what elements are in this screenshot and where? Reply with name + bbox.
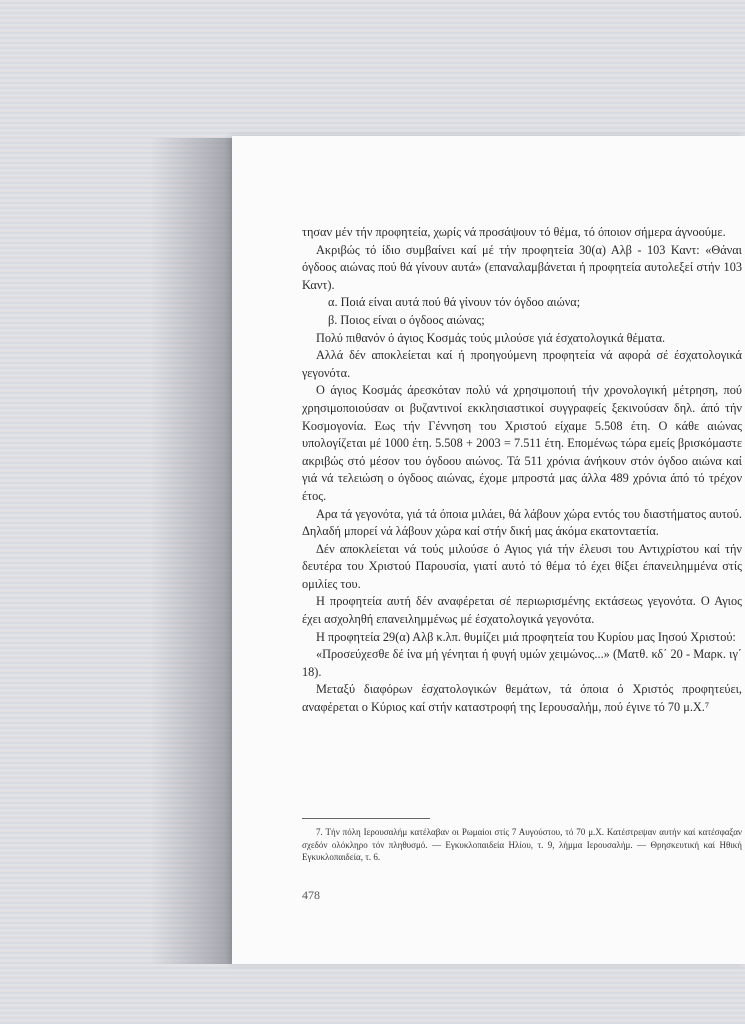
paragraph: Η προφητεία 29(α) Αλβ κ.λπ. θυμίζει μιά προφητεία του Κυρίου μας Ιησού Χριστού:	[316, 629, 736, 644]
paragraph: Μεταξύ διαφόρων έσχατολογικών θεμάτων, τά όποια ό Χριστός προφητεύει, αναφέρεται ο Κύριος καί στήν καταστροφή της Ιερουσαλήμ, πού έγινε τό 70 μ.Χ.⁷	[302, 682, 742, 715]
footnote-divider	[302, 818, 430, 819]
scripture-quote: «Προσεύχεσθε δέ ίνα μή γένηται ή φυγή υμών χειμώνος...» (Ματθ. κδ΄ 20 - Μαρκ. ιγ΄ 18).	[302, 647, 742, 679]
paragraph: Ακριβώς τό ίδιο συμβαίνει καί μέ τήν προφητεία 30(α) Αλβ - 103 Καντ: «Θάναι όγδοος αιώνας πού θά γίνουν αυτά» (επαναλαμβάνεται ή προφητεία αυτολεξεί στήν 103 Καντ).	[302, 242, 742, 292]
paragraph: Ο άγιος Κοσμάς άρεσκόταν πολύ νά χρησιμοποιή τήν χρονολογική μέτρηση, πού χρησιμοποιούσαν οι βυζαντινοί εκκλησιαστικοί συγγραφείς ξεκινούσαν δηλ. άπό τήν Κοσμογονία. Εως τήν Γέννηση του Χριστού είχαμε 5.508 έτη. Ο κάθε αιώνας υπολογίζεται μέ 1000 έτη. 5.508 + 2003 = 7.511 έτη. Επομένως τώρα εμείς βρισκόμαστε ακριβώς στό μέσον του όγδοου αιώνος. Τά 511 χρόνια άνήκουν στόν όγδοο αιώνα καί γιά νά τελειώση ο όγδοος αιώνας, έχομε μπροστά μας άλλα 489 χρόνια άπό τό τρέχον έτος.	[302, 383, 742, 503]
paragraph: Δέν αποκλείεται νά τούς μιλούσε ό Αγιος γιά τήν έλευσι του Αντιχρίστου καί τήν δευτέρα του Χριστού Παρουσία, γιατί αυτό τό θέμα τό έχει θίξει έπανειλημμένα στίς ομιλίες του.	[302, 541, 742, 591]
page-number: 478	[302, 888, 320, 902]
question-a: α. Ποιά είναι αυτά πού θά γίνουν τόν όγδοο αιώνα;	[328, 295, 581, 310]
book-page	[232, 136, 745, 964]
question-b: β. Ποιος είναι ο όγδοος αιώνας;	[328, 312, 485, 327]
paragraph: Αλλά δέν αποκλείεται καί ή προηγούμενη προφητεία νά αφορά σέ έσχατολογικά γεγονότα.	[302, 348, 742, 380]
footnote-text: 7. Τήν πόλη Ιερουσαλήμ κατέλαβαν οι Ρωμαίοι στίς 7 Αυγούστου, τό 70 μ.Χ. Κατέστρεψαν αυτήν καί κατέσφαξαν σχεδόν ολόκληρο τόν πληθυσμό. — Εγκυκλοπαιδεία Ηλίου, τ. 9, λήμμα Ιερουσαλήμ. — Θρησκευτική καί Ηθική Εγκυκλοπαιδεία, τ. 6.	[302, 827, 742, 862]
footnote	[302, 826, 742, 864]
paragraph: Η προφητεία αυτή δέν αναφέρεται σέ περιωρισμένης εκτάσεως γεγονότα. Ο Αγιος έχει ασχοληθή επανειλημμένως μέ έσχατολογικά γεγονότα.	[302, 594, 742, 627]
paragraph: Πολύ πιθανόν ό άγιος Κοσμάς τούς μιλούσε γιά έσχατολογικά θέματα.	[316, 330, 666, 345]
body-text	[302, 224, 742, 717]
paragraph: Αρα τά γεγονότα, γιά τά όποια μιλάει, θά λάβουν χώρα εντός του διαστήματος αυτού. Δηλαδή μπορεί νά λάβουν χώρα καί στήν δική μας άκόμα εκατονταετία.	[302, 506, 742, 539]
paragraph: τησαν μέν τήν προφητεία, χωρίς νά προσάψουν τό θέμα, τό όποιον σήμερα άγνοούμε.	[302, 225, 726, 239]
